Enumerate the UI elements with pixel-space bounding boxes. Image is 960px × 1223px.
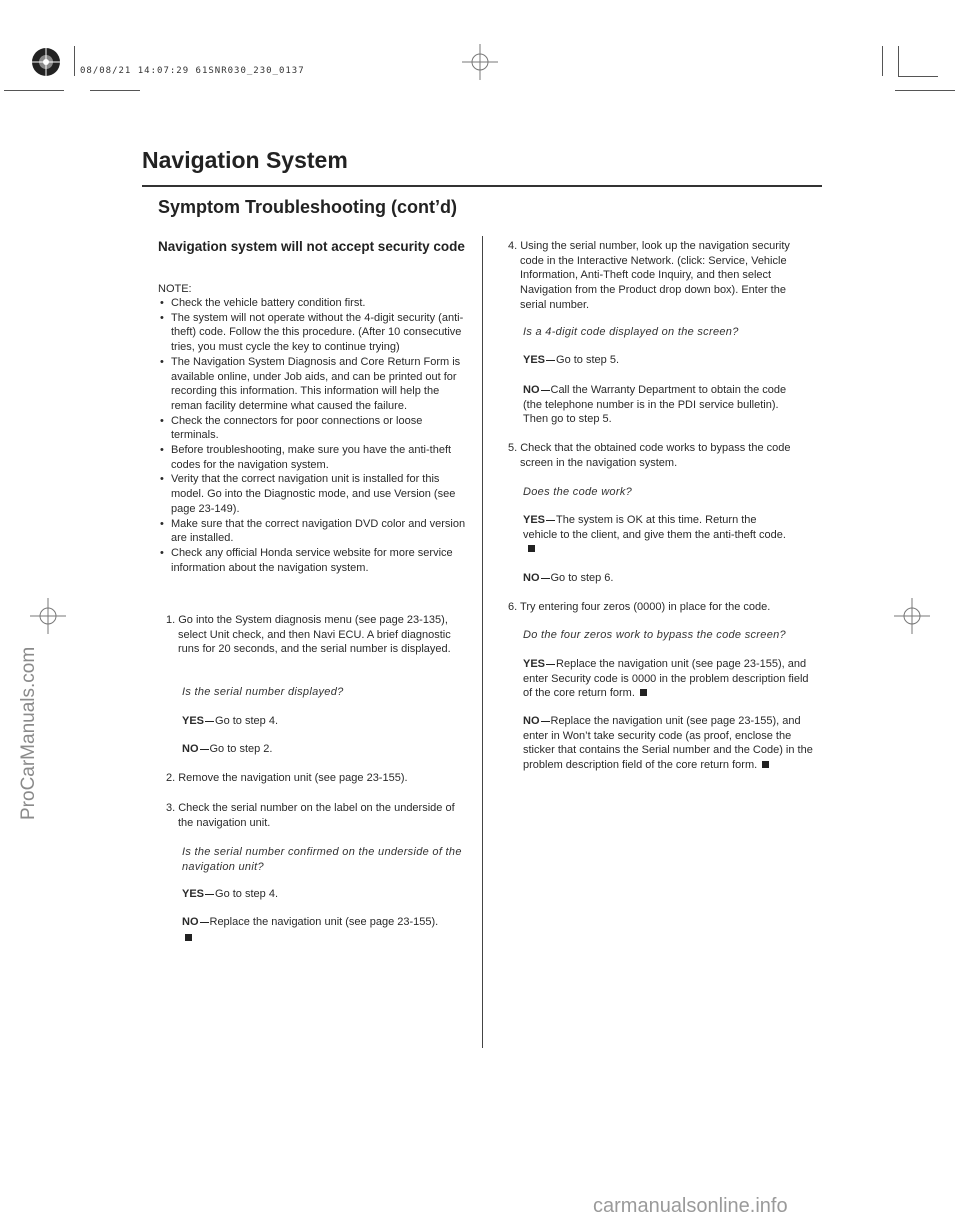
answer-yes-3: YES Go to step 4. (182, 888, 278, 900)
crop-line (882, 46, 883, 76)
list-item: • Verity that the correct navigation unit is installed for this model. Go into the Diagnostic mode, and use Version (see page 23-149). (160, 473, 456, 515)
crop-line (898, 76, 938, 77)
question-5: Does the code work? (523, 486, 633, 498)
crop-line (90, 90, 140, 91)
question-4: Is a 4-digit code displayed on the screen? (523, 326, 739, 338)
list-item: • Check the vehicle battery condition first. (160, 297, 366, 309)
answer-no-1: NO Go to step 2. (182, 743, 273, 755)
footer-watermark: carmanualsonline.info (593, 1195, 788, 1217)
crop-line (895, 90, 955, 91)
answer-yes-4: YES Go to step 5. (523, 354, 619, 366)
crop-line (4, 90, 64, 91)
end-mark-icon (528, 545, 535, 552)
answer-no-5: NO Go to step 6. (523, 572, 614, 584)
title-divider (142, 185, 822, 187)
end-mark-icon (640, 689, 647, 696)
list-item: • The Navigation System Diagnosis and Core Return Form is available online, under Job aids, and can be printed out for recording this information. This information will help the reman facility determine what caused the failure. (160, 355, 461, 412)
answer-yes-6: YES Replace the navigation unit (see page 23-155), and enter Security code is 0000 in the problem description field of the core return form. (523, 658, 809, 700)
page-title: Navigation System (142, 147, 348, 173)
list-item: • The system will not operate without the 4-digit security (anti-theft) code. Follow the this procedure. (After 10 consecutive tries, you must cycle the key to continue trying) (160, 311, 464, 354)
section-title: Symptom Troubleshooting (cont’d) (158, 197, 457, 217)
answer-yes-1: YES Go to step 4. (182, 715, 278, 727)
registration-mark-top-left-icon (26, 42, 66, 82)
note-label: NOTE: (158, 283, 192, 295)
note-list (158, 296, 468, 575)
question-3: Is the serial number confirmed on the underside of the navigation unit? (182, 846, 462, 873)
answer-no-3: NO Replace the navigation unit (see page 23-155). (182, 916, 439, 928)
step-2: 2. Remove the navigation unit (see page 23-155). (166, 772, 408, 784)
list-item: • Before troubleshooting, make sure you have the anti-theft codes for the navigation system. (160, 444, 452, 471)
step-3: 3. Check the serial number on the label on the underside of the navigation unit. (166, 802, 455, 829)
question-1: Is the serial number displayed? (182, 686, 344, 698)
crop-line (898, 46, 899, 76)
step-1: 1. Go into the System diagnosis menu (see page 23-135), select Unit check, and then Navi ECU. A brief diagnostic runs for 20 seconds, and the serial number is displayed. (166, 614, 451, 656)
watermark-text: ProCarManuals.com (18, 646, 39, 820)
answer-yes-5: YES The system is OK at this time. Return the vehicle to the client, and give them the anti-theft code. (523, 513, 789, 557)
step-4: 4. Using the serial number, look up the navigation security code in the Interactive Network. (click: Service, Vehicle Information, Anti-Theft code Inquiry, and then select Navigation from the Product drop down box). Enter the serial number. (508, 240, 790, 311)
end-mark-icon (185, 934, 192, 941)
column-divider (482, 236, 483, 1048)
crosshair-top-center-icon (462, 44, 498, 80)
crop-line (74, 46, 75, 76)
answer-no-4: NO Call the Warranty Department to obtain the code (the telephone number is in the PDI service bulletin). Then go to step 5. (523, 384, 787, 426)
print-stamp: 08/08/21 14:07:29 61SNR030_230_0137 (80, 66, 305, 76)
question-6: Do the four zeros work to bypass the code screen? (523, 629, 786, 641)
end-mark-icon (762, 761, 769, 768)
step-5: 5. Check that the obtained code works to bypass the code screen in the navigation system. (508, 442, 791, 469)
list-item: • Check the connectors for poor connections or loose terminals. (160, 414, 423, 442)
procedure-heading: Navigation system will not accept security code (158, 239, 465, 254)
list-item: • Check any official Honda service website for more service information about the navigation system. (160, 546, 453, 574)
list-item: • Make sure that the correct navigation DVD color and version are installed. (160, 517, 466, 545)
answer-no-6: NO Replace the navigation unit (see page 23-155), and enter in Won’t take security code (as proof, enclose the sticker that contains the Serial number and the Code) in the problem description field of the core return form. (523, 715, 813, 772)
crosshair-right-icon (894, 598, 930, 634)
step-6: 6. Try entering four zeros (0000) in place for the code. (508, 601, 771, 613)
